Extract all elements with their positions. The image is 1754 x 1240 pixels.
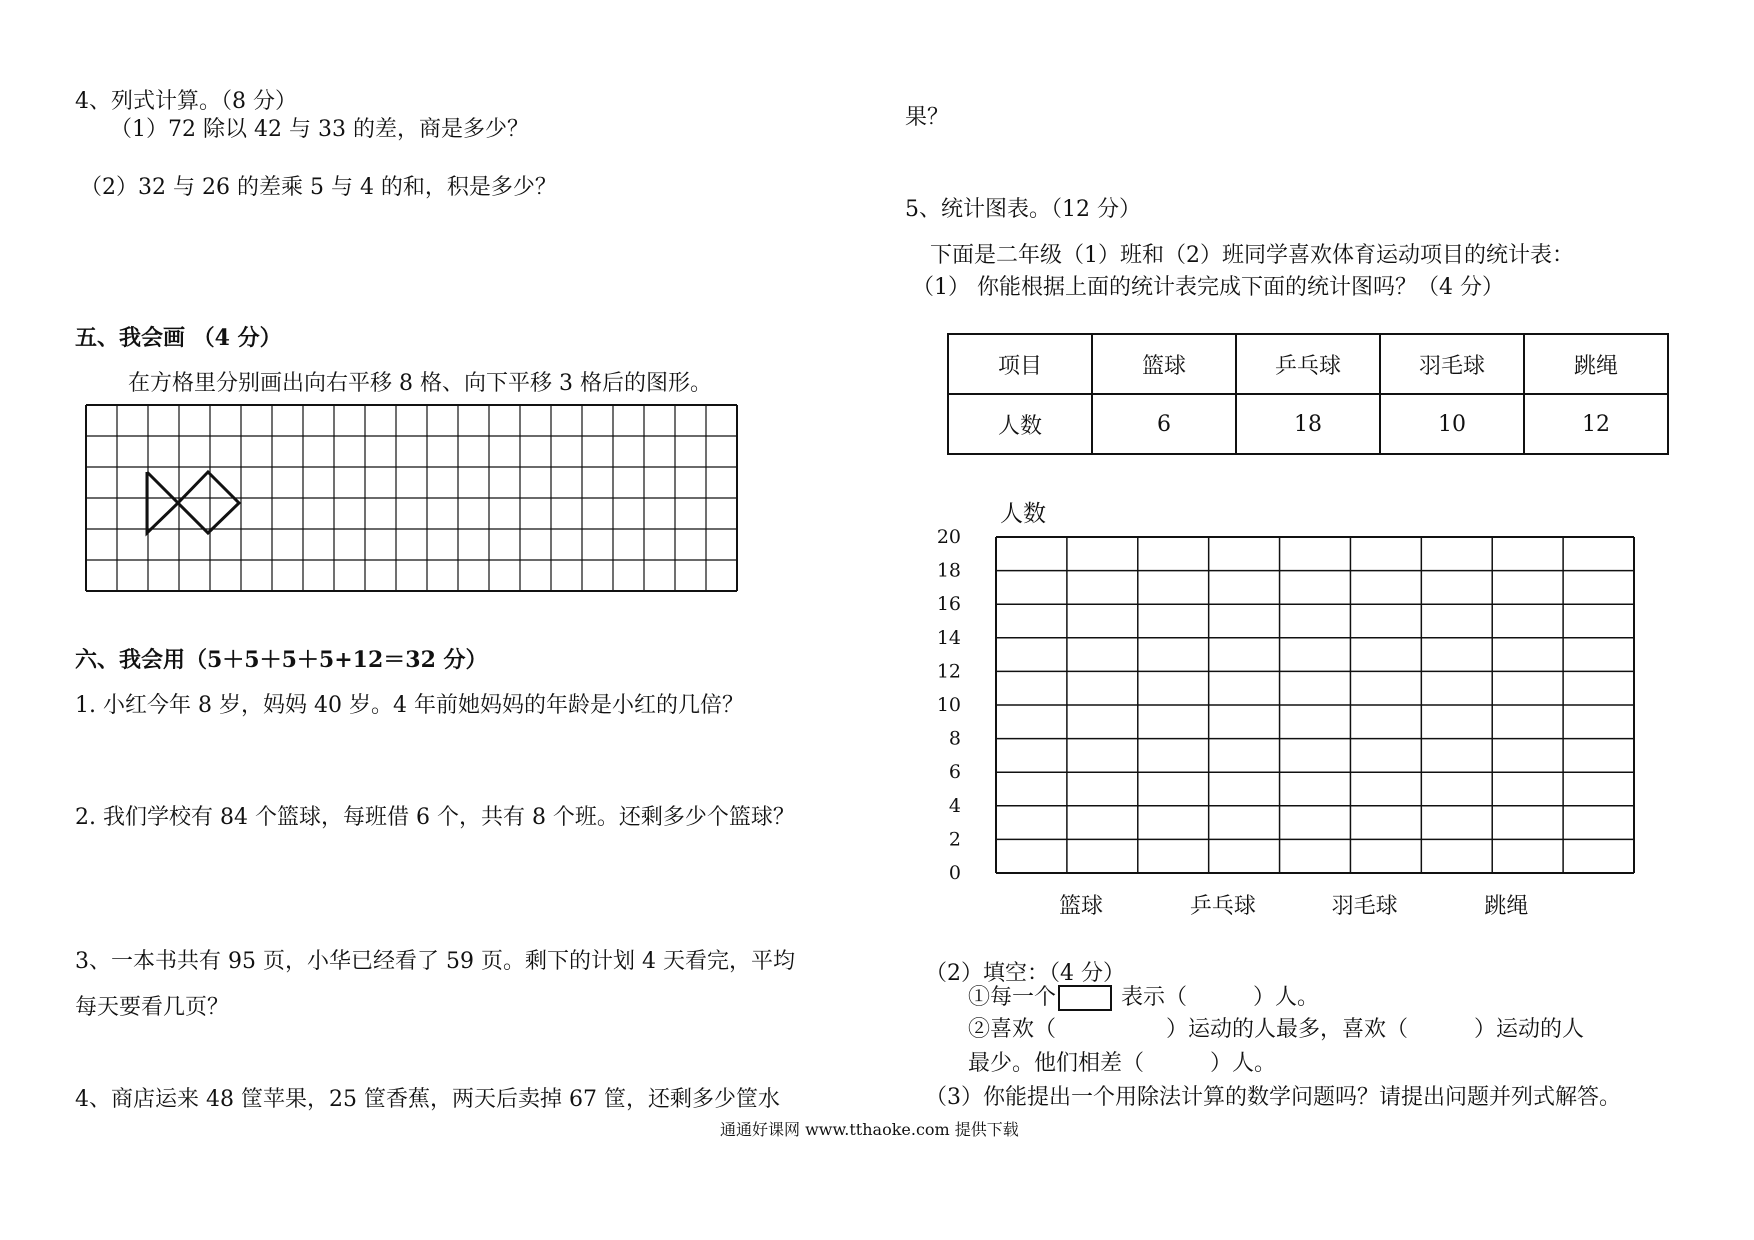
q4-part1: （1）72 除以 42 与 33 的差，商是多少？ [110, 117, 529, 142]
problem-4-continuation: 果？ [905, 105, 950, 130]
q5-title: 5、统计图表。（12 分） [905, 197, 1141, 222]
section5-instruction: 在方格里分别画出向右平移 8 格、向下平移 3 格后的图形。 [128, 371, 712, 396]
problem-4-line1: 4、商店运来 48 筐苹果，25 筐香蕉，两天后卖掉 67 筐，还剩多少筐水 [75, 1087, 780, 1112]
y-tick-label: 2 [948, 828, 961, 851]
problem-3-line2: 每天要看几页？ [75, 995, 230, 1020]
y-tick-label: 6 [948, 761, 961, 784]
problem-3-line1: 3、一本书共有 95 页，小华已经看了 59 页。剩下的计划 4 天看完，平均 [75, 949, 795, 974]
table-cell: 18 [1236, 394, 1380, 454]
stats-table [947, 333, 1669, 455]
fill-blank-1 [968, 984, 1319, 1012]
fill-blank-3: 最少。他们相差（ ）人。 [968, 1051, 1277, 1076]
y-tick-label: 18 [936, 559, 961, 582]
section5-title: 五、我会画 （4 分） [75, 325, 282, 351]
y-tick-label: 8 [948, 727, 961, 750]
q5-intro: 下面是二年级（1）班和（2）班同学喜欢体育运动项目的统计表： [930, 243, 1574, 268]
stats-table-header-row [948, 334, 1668, 394]
unit-box-icon [1058, 985, 1112, 1011]
section6-title: 六、我会用（5＋5＋5＋5+12＝32 分） [75, 647, 488, 673]
x-category-label: 篮球 [1059, 894, 1104, 919]
diamond-shape [178, 472, 239, 533]
y-axis-label: 人数 [1000, 501, 1046, 527]
y-tick-label: 20 [936, 526, 961, 548]
y-tick-label: 12 [936, 660, 961, 683]
fill-blank-2: ②喜欢（ ）运动的人最多，喜欢（ ）运动的人 [968, 1017, 1585, 1042]
table-cell: 跳绳 [1524, 334, 1668, 394]
y-tick-label: 4 [948, 794, 961, 817]
table-cell: 10 [1380, 394, 1524, 454]
y-tick-label: 14 [936, 626, 961, 649]
fill-blank-1-prefix: ①每一个 [968, 985, 1057, 1010]
kite-shape [147, 472, 239, 533]
table-cell: 人数 [948, 394, 1092, 454]
y-tick-label: 16 [936, 593, 961, 616]
table-cell: 篮球 [1092, 334, 1236, 394]
table-cell: 羽毛球 [1380, 334, 1524, 394]
footer-credit: 通通好课网 www.tthaoke.com 提供下载 [720, 1120, 1019, 1139]
q5-part1: （1） 你能根据上面的统计表完成下面的统计图吗？（4 分） [912, 275, 1504, 300]
drawing-grid-lines [86, 405, 737, 591]
table-cell: 项目 [948, 334, 1092, 394]
x-category-label: 跳绳 [1484, 894, 1529, 919]
fill-blank-1-suffix: 表示（ ）人。 [1114, 985, 1320, 1010]
x-category-label: 羽毛球 [1331, 894, 1398, 919]
q5-part2: （2）填空：（4 分） [925, 961, 1125, 986]
q4-title: 4、列式计算。（8 分） [75, 89, 297, 114]
x-category-label: 乒乓球 [1189, 894, 1256, 919]
y-tick-label: 10 [936, 694, 961, 716]
y-tick-label: 0 [948, 862, 961, 884]
triangle-shape [147, 472, 178, 533]
problem-1: 1. 小红今年 8 岁，妈妈 40 岁。4 年前她妈妈的年龄是小红的几倍？ [75, 693, 744, 718]
q4-part2: （2）32 与 26 的差乘 5 与 4 的和，积是多少？ [80, 175, 557, 200]
q5-part3: （3）你能提出一个用除法计算的数学问题吗？请提出问题并列式解答。 [925, 1085, 1621, 1110]
table-cell: 6 [1092, 394, 1236, 454]
table-cell: 12 [1524, 394, 1668, 454]
stats-table-value-row [948, 394, 1668, 454]
table-cell: 乒乓球 [1236, 334, 1380, 394]
problem-2: 2. 我们学校有 84 个篮球，每班借 6 个，共有 8 个班。还剩多少个篮球？ [75, 805, 795, 830]
